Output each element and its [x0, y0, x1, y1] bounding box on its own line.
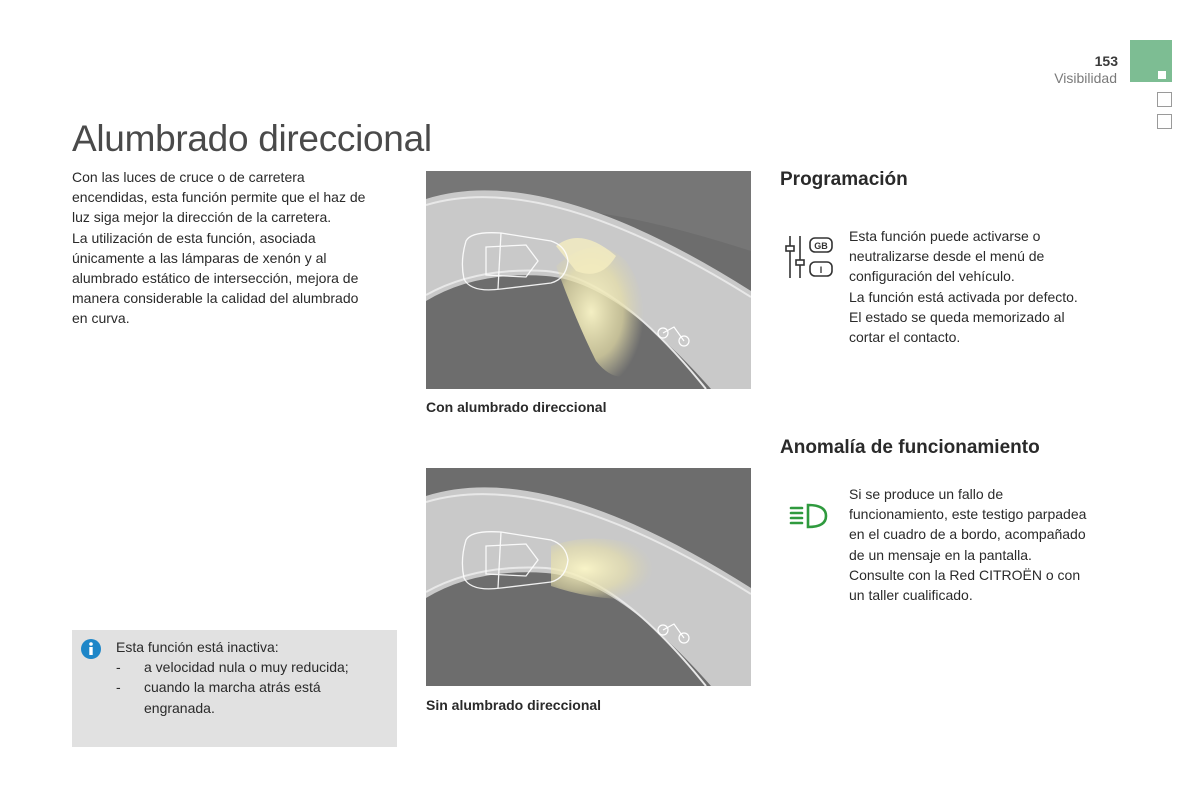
- intro-line: La utilización de esta función, asociada: [72, 229, 316, 246]
- intro-line: en curva.: [72, 310, 130, 327]
- nav-square-icon[interactable]: [1157, 114, 1172, 129]
- anomalia-line: Si se produce un fallo de: [849, 486, 1004, 502]
- bullet: -: [116, 679, 121, 696]
- figure-caption: Sin alumbrado direccional: [426, 697, 602, 713]
- intro-line: encendidas, esta función permite que el haz de: [72, 189, 366, 206]
- info-list-item: [116, 677, 386, 717]
- info-lead: Esta función está inactiva:: [116, 639, 279, 655]
- intro-paragraph: [72, 167, 402, 329]
- intro-line: únicamente a las lámparas de xenón y al: [72, 249, 327, 266]
- settings-menu-icon: [783, 234, 835, 280]
- headlamp-warning-icon: [788, 502, 830, 530]
- programacion-line: configuración del vehículo.: [849, 268, 1015, 285]
- figure-directional-lighting: [426, 171, 751, 389]
- intro-line: luz siga mejor la dirección de la carretera.: [72, 209, 332, 226]
- info-text: [116, 637, 386, 718]
- anomalia-line: funcionamiento, este testigo parpadea: [849, 506, 1087, 523]
- current-page-marker: [1158, 71, 1166, 79]
- anomalia-text: [849, 484, 1149, 605]
- settings-label-gb: GB: [814, 241, 828, 251]
- road-illustration: [426, 468, 751, 686]
- chapter-tab[interactable]: [1130, 40, 1172, 82]
- programacion-line: El estado se queda memorizado al: [849, 308, 1065, 325]
- nav-square-icon[interactable]: [1157, 92, 1172, 107]
- section-name: Visibilidad: [1054, 70, 1117, 86]
- anomalia-line: de un mensaje en la pantalla.: [849, 546, 1032, 563]
- page-title: Alumbrado direccional: [72, 118, 432, 159]
- programacion-text: [849, 226, 1149, 347]
- intro-line: Con las luces de cruce o de carretera: [72, 169, 305, 185]
- info-list-item: [116, 657, 386, 677]
- programacion-line: neutralizarse desde el menú de: [849, 248, 1045, 265]
- bullet: -: [116, 659, 121, 676]
- settings-label-i: I: [819, 265, 823, 275]
- anomalia-line: un taller cualificado.: [849, 587, 973, 604]
- info-box: [72, 630, 397, 747]
- road-illustration: [426, 171, 751, 389]
- figure-without-directional-lighting: [426, 468, 751, 686]
- intro-line: manera considerable la calidad del alumbrado: [72, 290, 359, 307]
- info-item-line: engranada.: [144, 699, 215, 716]
- info-item-text: [144, 677, 321, 717]
- anomalia-line: en el cuadro de a bordo, acompañado: [849, 526, 1086, 543]
- intro-line: alumbrado estático de intersección, mejora de: [72, 270, 359, 287]
- programacion-line: Esta función puede activarse o: [849, 228, 1041, 244]
- info-item-line: cuando la marcha atrás está: [144, 679, 321, 696]
- info-item-text: a velocidad nula o muy reducida;: [144, 659, 349, 676]
- anomalia-line: Consulte con la Red CITROËN o con: [849, 566, 1081, 583]
- page-number: 153: [1094, 53, 1118, 69]
- section-heading-anomalia: Anomalía de funcionamiento: [780, 437, 1040, 458]
- info-icon: [81, 639, 101, 659]
- section-heading-programacion: Programación: [780, 169, 908, 190]
- programacion-line: cortar el contacto.: [849, 329, 961, 346]
- programacion-line: La función está activada por defecto.: [849, 288, 1078, 305]
- figure-caption: Con alumbrado direccional: [426, 399, 607, 415]
